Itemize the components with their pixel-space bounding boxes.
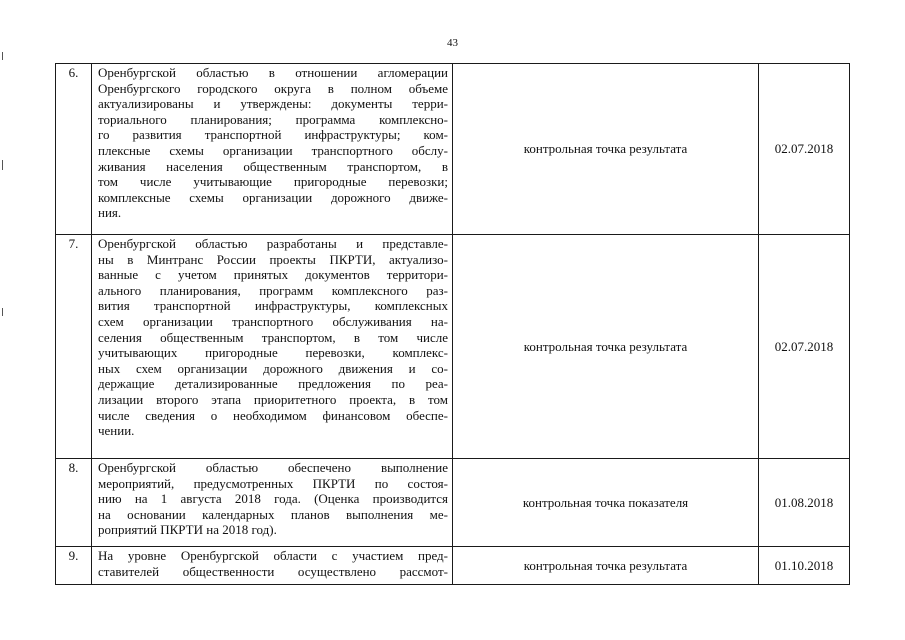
- row-number: 6.: [56, 64, 92, 235]
- description-line: комплексные схемы организации дорожного движе-: [98, 189, 448, 205]
- description-line: держащие детализированные предложения по реа-: [98, 376, 448, 392]
- milestone-date: 02.07.2018: [759, 64, 850, 235]
- row-description: [92, 459, 453, 547]
- margin-mark: [2, 52, 3, 60]
- table-row: [56, 547, 850, 585]
- milestone-date: 02.07.2018: [759, 235, 850, 459]
- milestone-date: 01.10.2018: [759, 547, 850, 585]
- description-line: роприятий ПКРТИ на 2018 год).: [98, 522, 277, 538]
- description-line: Оренбургской областью в отношении агломерации: [98, 65, 448, 80]
- description-line: живания населения общественным транспортом, в: [98, 158, 448, 174]
- row-description: [92, 64, 453, 235]
- row-description: [92, 547, 453, 585]
- milestone-type: контрольная точка показателя: [453, 459, 759, 547]
- description-line: учитывающих пригородные перевозки, комплекс-: [98, 345, 448, 361]
- description-line: Оренбургской областью обеспечено выполнение: [98, 460, 448, 475]
- description-line: числе сведения о необходимом финансовом обеспе-: [98, 407, 448, 423]
- description-line: на основании календарных планов выполнения ме-: [98, 506, 448, 522]
- row-description: [92, 235, 453, 459]
- description-line: том числе учитывающие пригородные перевозки;: [98, 174, 448, 190]
- page-number: 43: [447, 37, 458, 49]
- description-line: ториального планирования; программа комплексно-: [98, 111, 448, 127]
- description-line: схем организации транспортного обслуживания на-: [98, 313, 448, 329]
- milestone-type: контрольная точка результата: [453, 547, 759, 585]
- description-line: нию на 1 августа 2018 года. (Оценка производится: [98, 491, 448, 507]
- description-line: Оренбургского городского округа в полном объеме: [98, 80, 448, 96]
- table-row: [56, 459, 850, 547]
- description-line: На уровне Оренбургской области с участием пред-: [98, 548, 448, 563]
- row-number: 8.: [56, 459, 92, 547]
- description-line: мероприятий, предусмотренных ПКРТИ по состоя-: [98, 475, 448, 491]
- row-number: 9.: [56, 547, 92, 585]
- description-line: актуализированы и утверждены: документы терри-: [98, 96, 448, 112]
- description-line: селения общественным транспортом, в том числе: [98, 329, 448, 345]
- description-line: вития транспортной инфраструктуры, комплексных: [98, 298, 448, 314]
- row-number: 7.: [56, 235, 92, 459]
- milestones-table: [55, 63, 850, 585]
- description-line: плексные схемы организации транспортного обслу-: [98, 142, 448, 158]
- milestone-type: контрольная точка результата: [453, 235, 759, 459]
- description-line: ванные с учетом принятых документов территори-: [98, 267, 448, 283]
- milestone-date: 01.08.2018: [759, 459, 850, 547]
- description-line: ных схем организации дорожного движения и со-: [98, 360, 448, 376]
- margin-mark: [2, 308, 3, 316]
- description-line: чении.: [98, 423, 135, 439]
- description-line: ния.: [98, 205, 122, 221]
- milestone-type: контрольная точка результата: [453, 64, 759, 235]
- description-line: ального планирования, программ комплексного раз-: [98, 282, 448, 298]
- description-line: го развития транспортной инфраструктуры; ком-: [98, 127, 448, 143]
- description-line: лизации второго этапа приоритетного проекта, в том: [98, 391, 448, 407]
- description-line: Оренбургской областью разработаны и представле-: [98, 236, 448, 251]
- table-row: [56, 64, 850, 235]
- margin-mark: [2, 160, 3, 170]
- description-line: ставителей общественности осуществлено рассмот-: [98, 563, 448, 579]
- description-line: ны в Минтранс России проекты ПКРТИ, актуализо-: [98, 251, 448, 267]
- table-row: [56, 235, 850, 459]
